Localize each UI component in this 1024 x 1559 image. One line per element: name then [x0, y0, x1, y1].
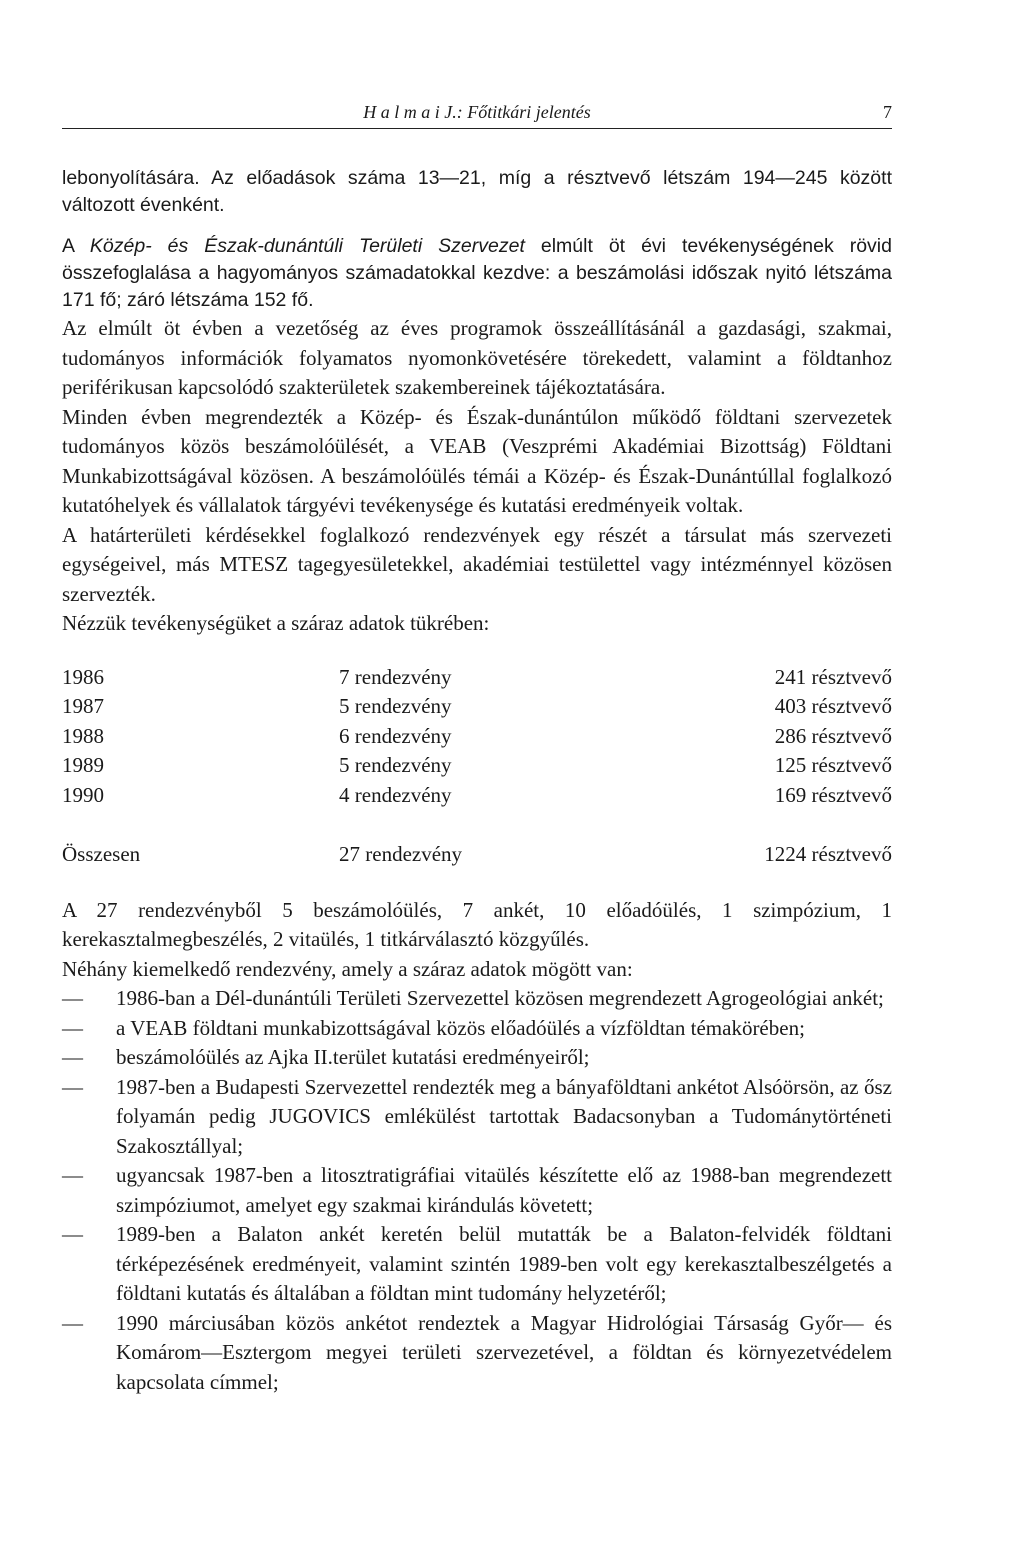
highlights-list [62, 984, 892, 1397]
list-item [62, 984, 892, 1014]
list-item-text: a VEAB földtani munkabizottságával közös előadóülés a vízföldtan témakörében; [116, 1015, 805, 1040]
dash-marker: — [62, 1074, 83, 1099]
dash-marker: — [62, 986, 83, 1010]
participants-cell: 286 résztvevő [774, 723, 892, 748]
paragraph-data-intro: Nézzük tevékenységüket a száraz adatok tükrében: [62, 611, 490, 635]
paragraph-intro: lebonyolítására. Az előadások száma 13—21, míg a résztvevő létszám 194—245 között változott évenként. [62, 167, 892, 216]
list-item-text: ugyancsak 1987-ben a litosztratigráfiai vitaülés készítette elő az 1988-ban megrendezett szimpóziumot, amelyet egy szakmai kirándulás követett; [116, 1163, 892, 1217]
participants-cell: 169 résztvevő [774, 782, 892, 807]
events-table [62, 663, 892, 870]
table-row [62, 781, 892, 811]
list-item [62, 1043, 892, 1073]
events-cell: 5 rendezvény [339, 753, 452, 777]
paragraph-region-lead: A [62, 235, 90, 257]
header-title-line [62, 102, 892, 123]
dash-marker: — [62, 1015, 83, 1040]
total-events: 27 rendezvény [339, 842, 463, 866]
participants-cell: 403 résztvevő [774, 694, 892, 718]
table-row [62, 751, 892, 781]
year-cell: 1986 [62, 664, 104, 689]
organization-name: Közép- és Észak-dunántúli Területi Szervezet [89, 235, 525, 257]
participants-cell: 125 résztvevő [774, 753, 892, 777]
header-author: H a l m a i J.: [363, 102, 463, 122]
year-cell: 1989 [62, 753, 104, 777]
dash-marker: — [62, 1045, 83, 1069]
table-row [62, 692, 892, 722]
list-item [62, 1073, 892, 1162]
total-label: Összesen [62, 842, 141, 866]
dash-marker: — [62, 1310, 83, 1335]
paragraph-region-summary [62, 233, 892, 314]
table-row [62, 722, 892, 752]
list-item-text: 1986-ban a Dél-dunántúli Területi Szervezettel közösen megrendezett Agrogeológiai ankét; [116, 986, 884, 1010]
paragraph-event-breakdown: A 27 rendezvényből 5 beszámolóülés, 7 ankét, 10 előadóülés, 1 szimpózium, 1 kerekasztalmegbeszélés, 2 vitaülés, 1 titkárválasztó közgyűlés. [62, 897, 892, 951]
events-cell: 7 rendezvény [339, 664, 452, 689]
paragraph-joint-events: A határterületi kérdésekkel foglalkozó rendezvények egy részét a társulat más szervezeti egységeivel, más MTESZ tagegyesületekkel, akadémiai testülettel vagy intézménnyel közösen szervezték. [62, 522, 892, 606]
events-cell: 5 rendezvény [339, 694, 452, 718]
table-row [62, 663, 892, 693]
events-cell: 4 rendezvény [339, 782, 452, 807]
list-item-text: 1989-ben a Balaton ankét keretén belül mutatták be a Balaton-felvidék földtani térképezésének eredményeit, valamint szintén 1989-ben volt egy kerekasztalbeszélgetés a földtani kutatás és általában a földtan mint tudomány helyzetéről; [116, 1222, 892, 1305]
running-header [62, 98, 892, 129]
total-participants: 1224 résztvevő [764, 842, 892, 866]
list-item [62, 1309, 892, 1398]
document-page [62, 98, 892, 1397]
participants-cell: 241 résztvevő [774, 664, 892, 689]
year-cell: 1988 [62, 723, 104, 748]
dash-marker: — [62, 1222, 83, 1246]
list-item [62, 1220, 892, 1309]
header-title: Főtitkári jelentés [467, 102, 591, 122]
list-item [62, 1161, 892, 1220]
paragraph-highlights-intro: Néhány kiemelkedő rendezvény, amely a száraz adatok mögött van: [62, 956, 633, 981]
table-total-row [62, 840, 892, 870]
year-cell: 1987 [62, 694, 104, 718]
dash-marker: — [62, 1163, 83, 1187]
list-item-text: 1987-ben a Budapesti Szervezettel rendezték meg a bányaföldtani ankétot Alsóörsön, az ősz folyamán pedig JUGOVICS emlékülést tartottak Badacsonyban a Tudománytörténeti Szakosztállyal; [116, 1074, 892, 1158]
paragraph-annual-meeting: Minden évben megrendezték a Közép- és Észak-dunántúlon működő földtani szervezetek tudományos közös beszámolóülését, a VEAB (Veszprémi Akadémiai Bizottság) Földtani Munkabizottságával közösen. A beszámolóülés témái a Közép- és Észak-Dunántúllal foglalkozó kutatóhelyek és vállalatok tárgyévi tevékenysége és kutatási eredményeik voltak. [62, 404, 892, 517]
paragraph-region-rest: elmúlt öt évi tevékenységének rövid összefoglalása a hagyományos számadatokkal kezdve: a beszámolási időszak nyitó létszáma 171 fő; záró létszáma 152 fő. [62, 235, 892, 311]
list-item-text: beszámolóülés az Ajka II.terület kutatási eredményeiről; [116, 1045, 590, 1069]
paragraph-leadership: Az elmúlt öt évben a vezetőség az éves programok összeállításánál a gazdasági, szakmai, tudományos információk folyamatos nyomonkövetésére törekedett, valamint a földtanhoz periférikusan kapcsolódó szakterületek szakembereinek tájékoztatására. [62, 316, 892, 399]
page-number: 7 [883, 102, 892, 122]
list-item-text: 1990 márciusában közös ankétot rendeztek a Magyar Hidrológiai Társaság Győr— és Komárom—Esztergom megyei területi szervezetével, a földtan és környezetvédelem kapcsolata címmel; [116, 1310, 892, 1394]
events-cell: 6 rendezvény [339, 723, 452, 748]
year-cell: 1990 [62, 782, 104, 807]
list-item [62, 1014, 892, 1044]
